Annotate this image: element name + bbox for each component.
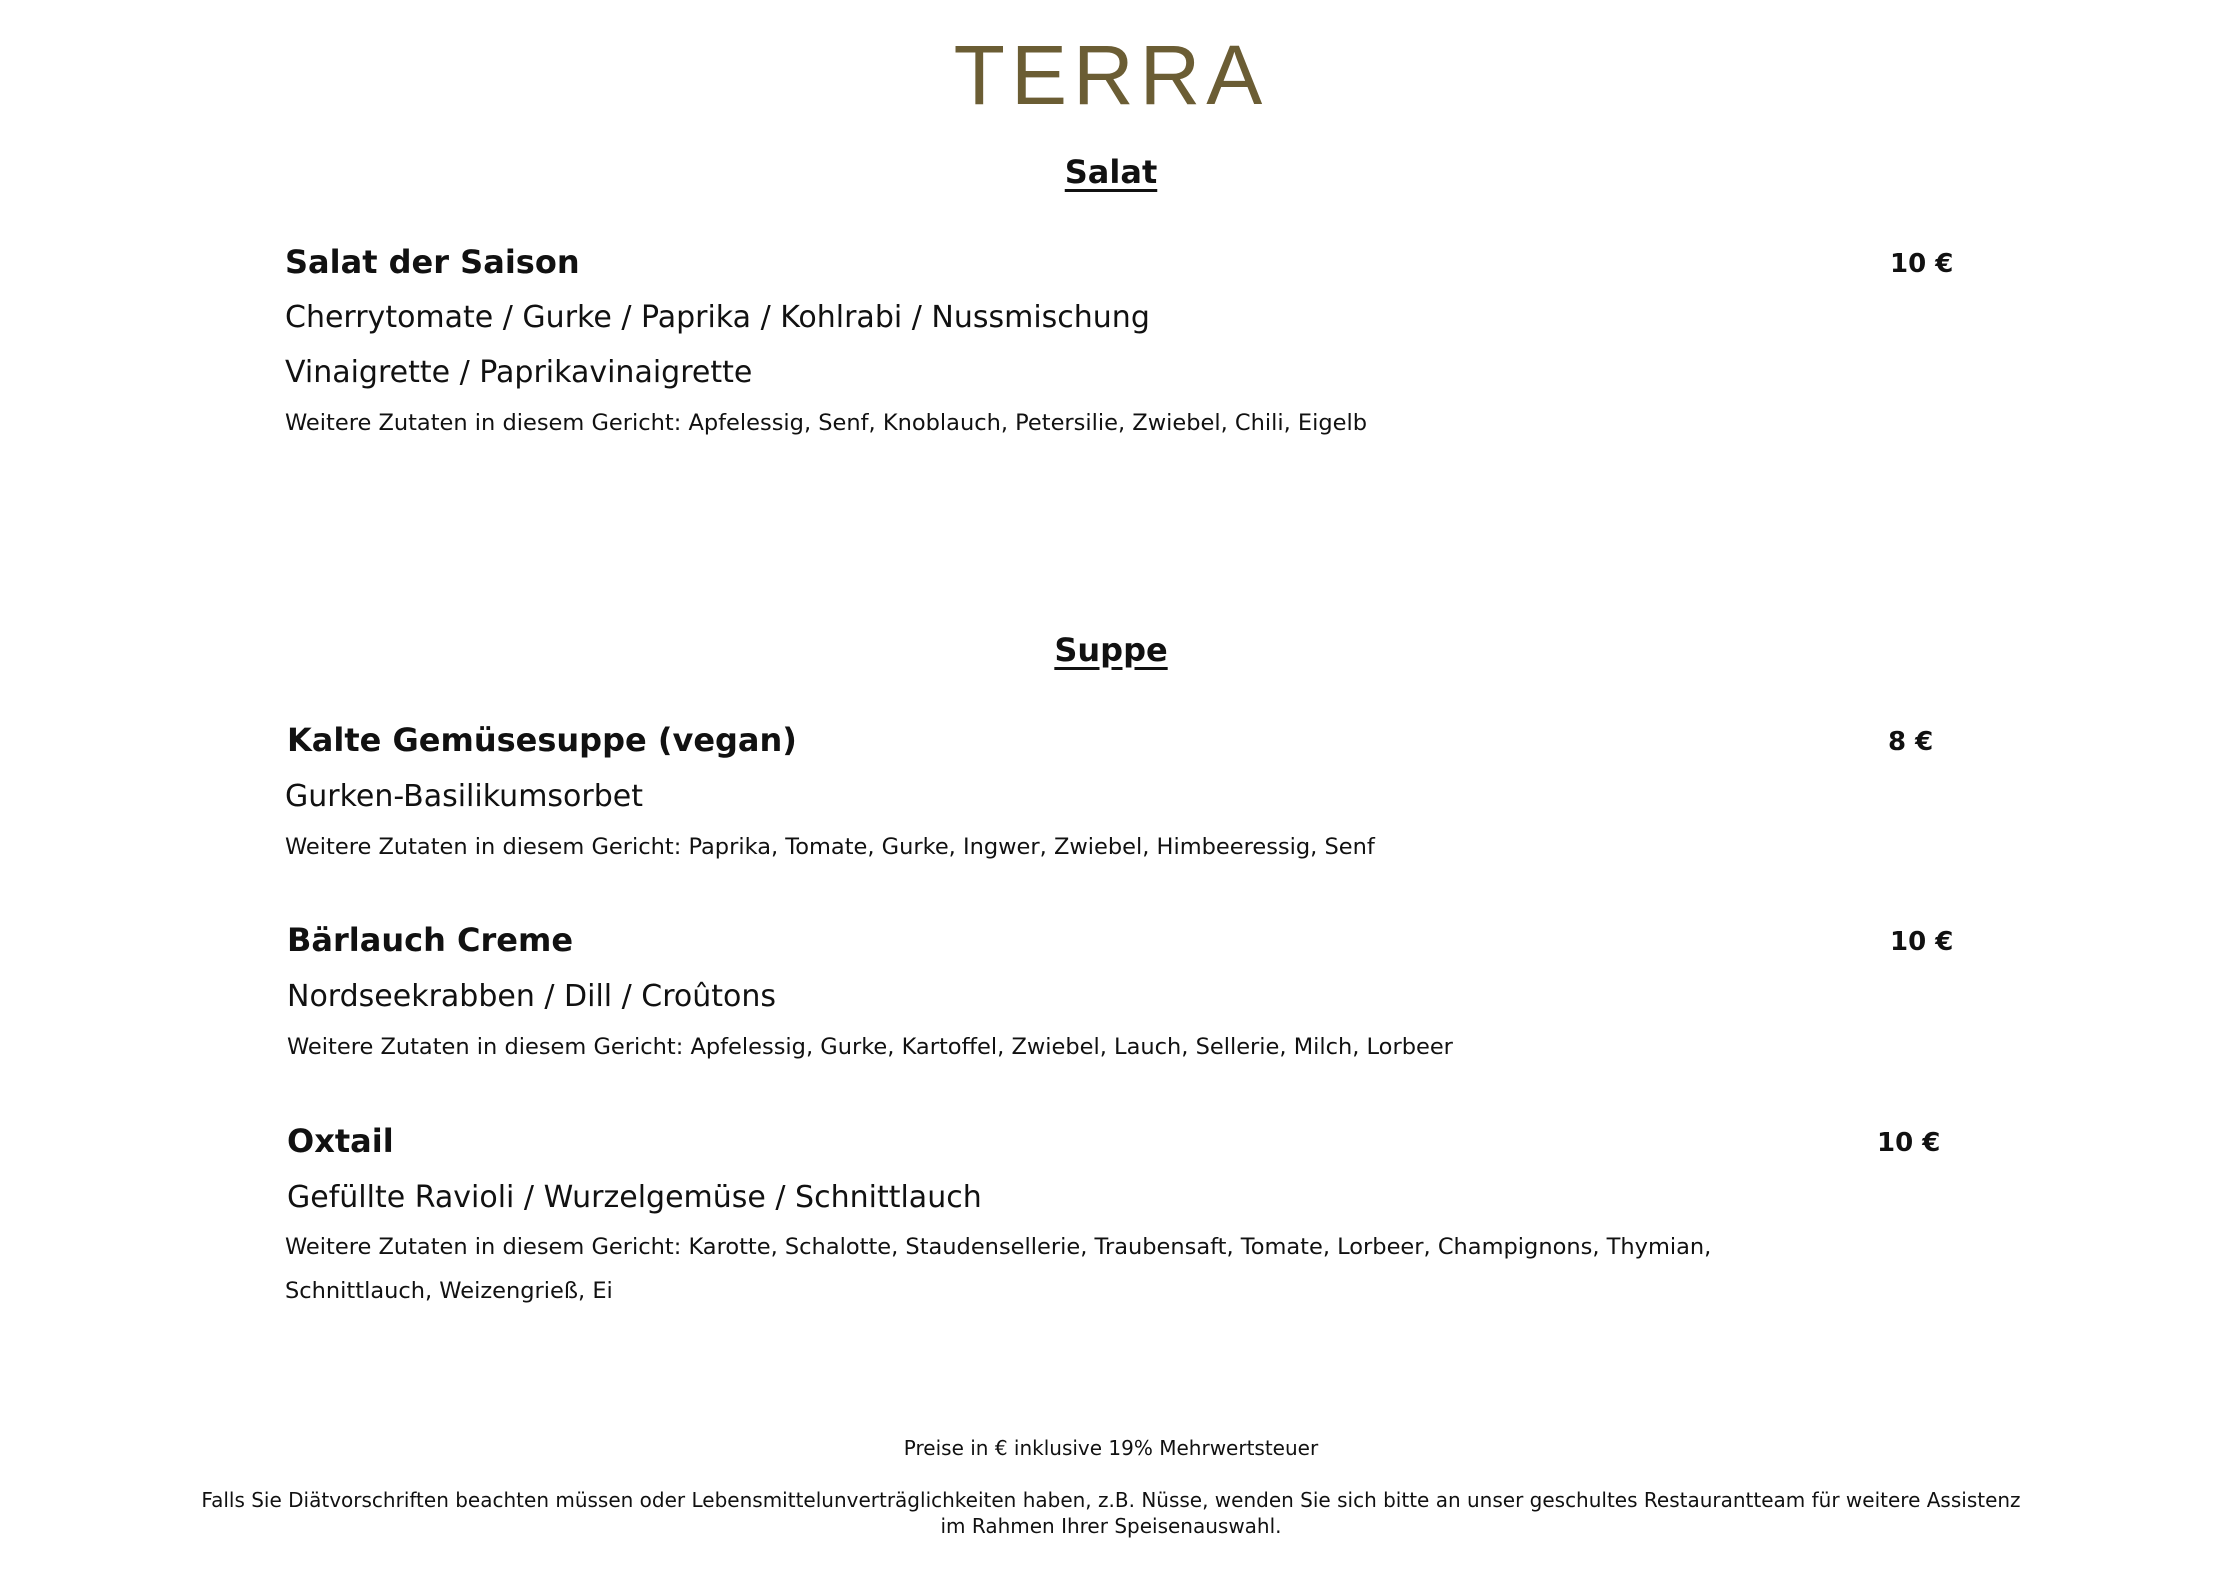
dish-name-baerlauch-creme: Bärlauch Creme [287,921,574,959]
dietary-note-line: Falls Sie Diätvorschriften beachten müssen oder Lebensmittelunverträglichkeiten haben, z.B. Nüsse, wenden Sie sich bitte an unser geschultes Restaurantteam für weitere Assistenz [201,1488,2021,1512]
terra-logo: TERRA [953,28,1269,122]
dish-price-baerlauch-creme: 10 € [1890,927,1954,957]
dish-price-oxtail: 10 € [1877,1128,1941,1158]
section-title-salat: Salat [1064,153,1158,191]
section-title-suppe: Suppe [1054,631,1168,669]
dish-ingredients-line: Weitere Zutaten in diesem Gericht: Paprika, Tomate, Gurke, Ingwer, Zwiebel, Himbeeressig, Senf [285,834,1375,860]
dish-ingredients-line: Weitere Zutaten in diesem Gericht: Apfelessig, Gurke, Kartoffel, Zwiebel, Lauch, Sellerie, Milch, Lorbeer [287,1034,1453,1060]
dish-ingredients-line: Weitere Zutaten in diesem Gericht: Apfelessig, Senf, Knoblauch, Petersilie, Zwiebel, Chili, Eigelb [285,410,1368,436]
dish-description-line: Cherrytomate / Gurke / Paprika / Kohlrabi / Nussmischung [285,300,1150,335]
dish-name-oxtail: Oxtail [287,1122,394,1160]
dish-price-kalte-gemuesesuppe: 8 € [1888,727,1934,757]
dish-ingredients-line: Schnittlauch, Weizengrieß, Ei [285,1278,613,1304]
dish-description-line: Gefüllte Ravioli / Wurzelgemüse / Schnittlauch [287,1180,982,1215]
dish-description-line: Gurken-Basilikumsorbet [285,779,643,814]
dish-ingredients-line: Weitere Zutaten in diesem Gericht: Karotte, Schalotte, Staudensellerie, Traubensaft, Tomate, Lorbeer, Champignons, Thymian, [285,1234,1712,1260]
dish-description-line: Vinaigrette / Paprikavinaigrette [285,355,753,390]
dish-name-salat-der-saison: Salat der Saison [285,243,580,281]
dish-name-kalte-gemuesesuppe: Kalte Gemüsesuppe (vegan) [287,721,797,759]
dish-price-salat-der-saison: 10 € [1890,249,1954,279]
dietary-note-line: im Rahmen Ihrer Speisenauswahl. [940,1514,1282,1538]
dish-description-line: Nordseekrabben / Dill / Croûtons [287,979,777,1014]
price-note: Preise in € inklusive 19% Mehrwertsteuer [903,1436,1319,1460]
